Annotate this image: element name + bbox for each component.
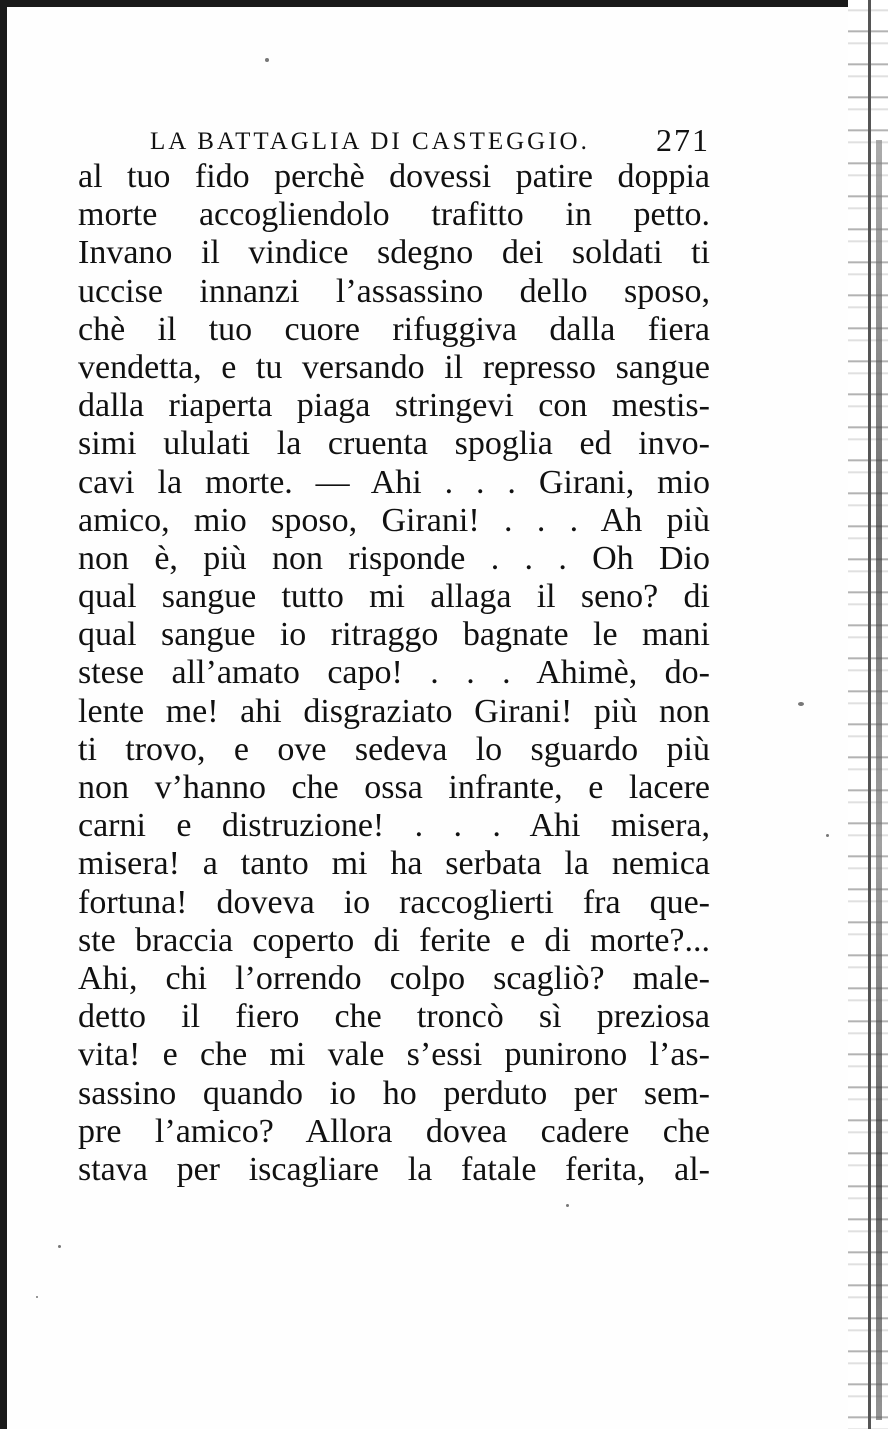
text-line: al tuo fido perchè dovessi patire doppia <box>78 158 710 195</box>
text-line: dalla riaperta piaga stringevi con mestis- <box>78 387 710 425</box>
text-line: uccise innanzi l’assassino dello sposo, <box>78 272 710 310</box>
text-line: qual sangue io ritraggo bagnate le mani <box>78 616 710 654</box>
page-header <box>150 122 710 162</box>
text-line: Ahi, chi l’orrendo colpo scagliò? male- <box>78 959 710 997</box>
body-text <box>78 158 710 1189</box>
text-line: misera! a tanto mi ha serbata la nemica <box>78 845 710 883</box>
text-line: non v’hanno che ossa infrante, e lacere <box>78 769 710 806</box>
text-line: non è, più non risponde . . . Oh Dio <box>78 539 710 577</box>
text-line: sassino quando io ho perduto per sem- <box>78 1074 710 1112</box>
text-line: simi ululati la cruenta spoglia ed invo- <box>78 425 710 463</box>
text-line: vendetta, e tu versando il represso sangue <box>78 348 710 386</box>
page-binding-shadow <box>876 140 882 1420</box>
text-line: vita! e che mi vale s’essi punirono l’as- <box>78 1036 710 1074</box>
text-line: amico, mio sposo, Girani! . . . Ah più <box>78 501 710 539</box>
text-line: fortuna! doveva io raccoglierti fra que- <box>78 883 710 921</box>
scan-speck <box>36 1296 38 1298</box>
scan-speck <box>58 1245 61 1248</box>
text-line: carni e distruzione! . . . Ahi misera, <box>78 807 710 845</box>
text-line: stava per iscagliare la fatale ferita, al- <box>78 1150 710 1188</box>
running-title: LA BATTAGLIA DI CASTEGGIO. <box>150 128 590 155</box>
text-line: detto il fiero che troncò sì preziosa <box>78 998 710 1036</box>
text-line: cavi la morte. — Ahi . . . Girani, mio <box>78 463 710 501</box>
text-line: ste braccia coperto di ferite e di morte?... <box>78 921 710 959</box>
text-line: pre l’amico? Allora dovea cadere che <box>78 1112 710 1150</box>
page-number: 271 <box>656 122 710 158</box>
text-line: chè il tuo cuore rifuggiva dalla fiera <box>78 310 710 348</box>
text-line: qual sangue tutto mi allaga il seno? di <box>78 578 710 616</box>
scan-speck <box>826 834 829 837</box>
scan-speck <box>265 58 269 62</box>
text-line: stese all’amato capo! . . . Ahimè, do- <box>78 654 710 692</box>
scan-border-top <box>0 0 870 7</box>
text-line: lente me! ahi disgraziato Girani! più non <box>78 692 710 730</box>
scan-border-left <box>0 0 7 1429</box>
text-line: ti trovo, e ove sedeva lo sguardo più <box>78 730 710 768</box>
scan-speck <box>566 1204 569 1207</box>
scan-speck <box>798 702 804 706</box>
text-line: Invano il vindice sdegno dei soldati ti <box>78 234 710 272</box>
text-line: morte accogliendolo trafitto in petto. <box>78 196 710 234</box>
scan-border-right <box>868 0 871 1429</box>
